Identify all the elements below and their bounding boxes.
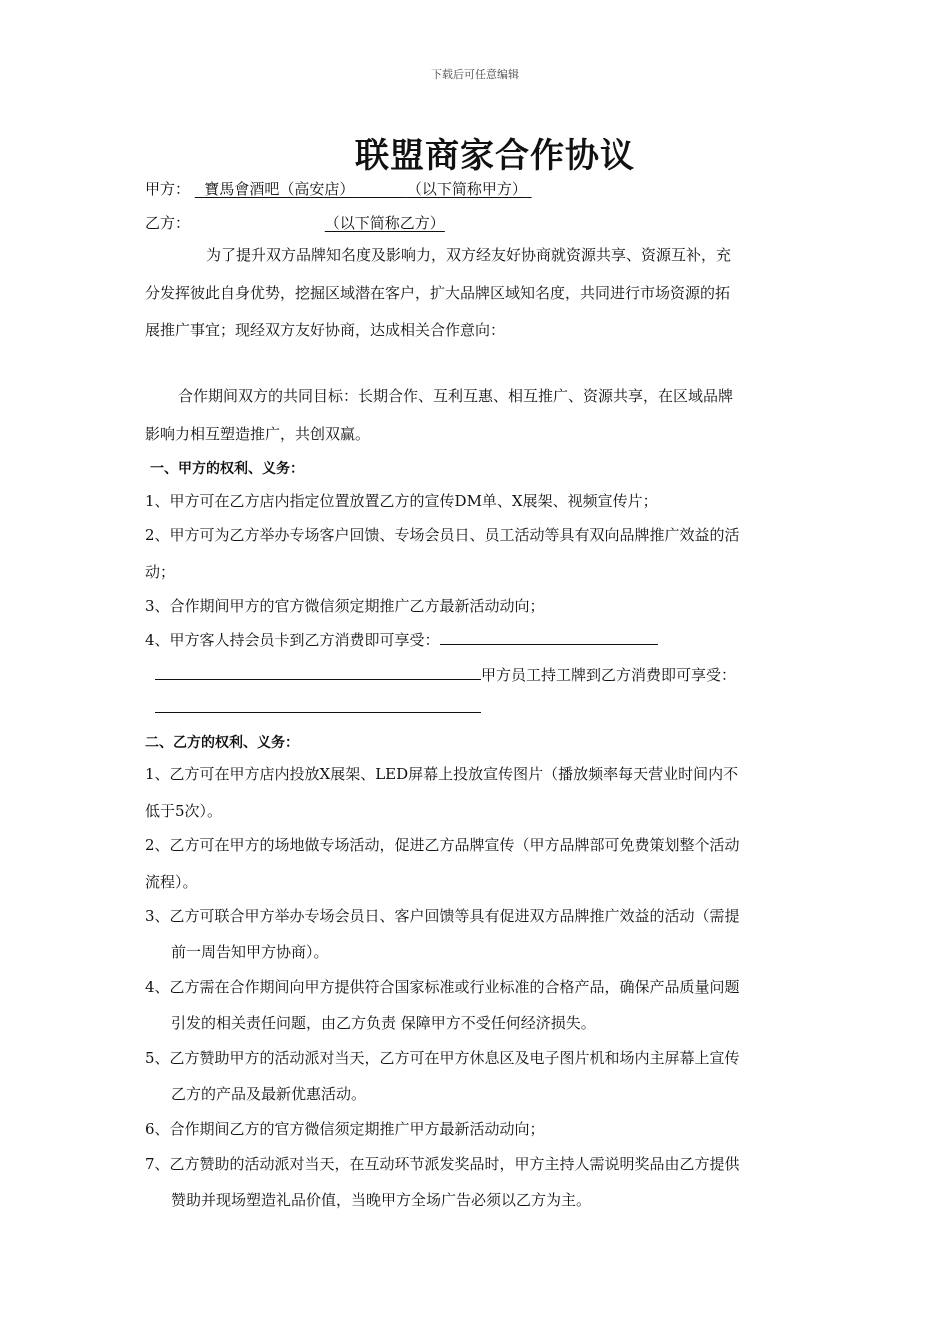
section1-item-3: 3、合作期间甲方的官方微信须定期推广乙方最新活动动向； bbox=[145, 597, 545, 615]
section1-item-1: 1、甲方可在乙方店内指定位置放置乙方的宣传DM单、X展架、视频宣传片； bbox=[145, 492, 658, 510]
section2-item-3: 3、乙方可联合甲方举办专场会员日、客户回馈等具有促进双方品牌推广效益的活动（需提 bbox=[145, 907, 740, 925]
party-b-label: 乙方： bbox=[145, 214, 191, 232]
party-a-name: 寶馬會酒吧（高安店） （以下简称甲方） bbox=[204, 180, 527, 198]
section2-item-3-cont: 前一周告知甲方协商）。 bbox=[171, 943, 329, 961]
section1-item-4-cont: 甲方员工持工牌到乙方消费即可享受： bbox=[155, 664, 736, 685]
section2-item-5-cont: 乙方的产品及最新优惠活动。 bbox=[171, 1085, 367, 1103]
section2-item-6: 6、合作期间乙方的官方微信须定期推广甲方最新活动动向； bbox=[145, 1120, 545, 1138]
member-discount-blank-2 bbox=[155, 665, 481, 680]
section1-item-2: 2、甲方可为乙方举办专场客户回馈、专场会员日、员工活动等具有双向品牌推广效益的活 bbox=[145, 526, 740, 544]
section2-item-1-cont: 低于5次）。 bbox=[145, 802, 223, 820]
member-discount-blank bbox=[440, 630, 658, 645]
document-title: 联盟商家合作协议 bbox=[355, 136, 635, 176]
section2-item-4: 4、乙方需在合作期间向甲方提供符合国家标准或行业标准的合格产品，确保产品质量问题 bbox=[145, 978, 740, 996]
goal-line-2: 影响力相互塑造推广，共创双赢。 bbox=[145, 425, 371, 443]
header-note: 下载后可任意编辑 bbox=[431, 68, 519, 81]
section1-item-2-cont: 动； bbox=[145, 563, 176, 581]
party-b-line bbox=[145, 212, 445, 233]
intro-line-2: 分发挥彼此自身优势，挖掘区域潜在客户，扩大品牌区域知名度，共同进行市场资源的拓 bbox=[145, 284, 731, 302]
section2-item-1: 1、乙方可在甲方店内投放X展架、LED屏幕上投放宣传图片（播放频率每天营业时间内不 bbox=[145, 765, 739, 783]
section2-item-2-cont: 流程）。 bbox=[145, 873, 198, 891]
party-a-line bbox=[145, 178, 532, 199]
section2-item-7: 7、乙方赞助的活动派对当天，在互动环节派发奖品时，甲方主持人需说明奖品由乙方提供 bbox=[145, 1155, 740, 1173]
party-b-name-blank: （以下简称乙方） bbox=[324, 214, 445, 232]
party-a-label: 甲方： bbox=[145, 180, 191, 198]
goal-line-1: 合作期间双方的共同目标：长期合作、互利互惠、相互推广、资源共享，在区域品牌 bbox=[178, 387, 734, 405]
section2-item-2: 2、乙方可在甲方的场地做专场活动，促进乙方品牌宣传（甲方品牌部可免费策划整个活动 bbox=[145, 836, 740, 854]
section2-item-4-cont: 引发的相关责任问题，由乙方负责 保障甲方不受任何经济损失。 bbox=[171, 1014, 596, 1032]
section1-heading: 一、甲方的权利、义务： bbox=[150, 461, 304, 477]
section2-item-5: 5、乙方赞助甲方的活动派对当天，乙方可在甲方休息区及电子图片机和场内主屏幕上宣传 bbox=[145, 1049, 740, 1067]
staff-discount-blank bbox=[155, 698, 481, 713]
section2-item-7-cont: 赞助并现场塑造礼品价值，当晚甲方全场广告必须以乙方为主。 bbox=[171, 1191, 592, 1209]
section1-item-4: 4、甲方客人持会员卡到乙方消费即可享受： bbox=[145, 629, 658, 650]
intro-line-3: 展推广事宜；现经双方友好协商，达成相关合作意向： bbox=[145, 321, 506, 339]
intro-line-1: 为了提升双方品牌知名度及影响力，双方经友好协商就资源共享、资源互补，充 bbox=[206, 246, 732, 264]
section2-heading: 二、乙方的权利、义务： bbox=[145, 735, 299, 751]
